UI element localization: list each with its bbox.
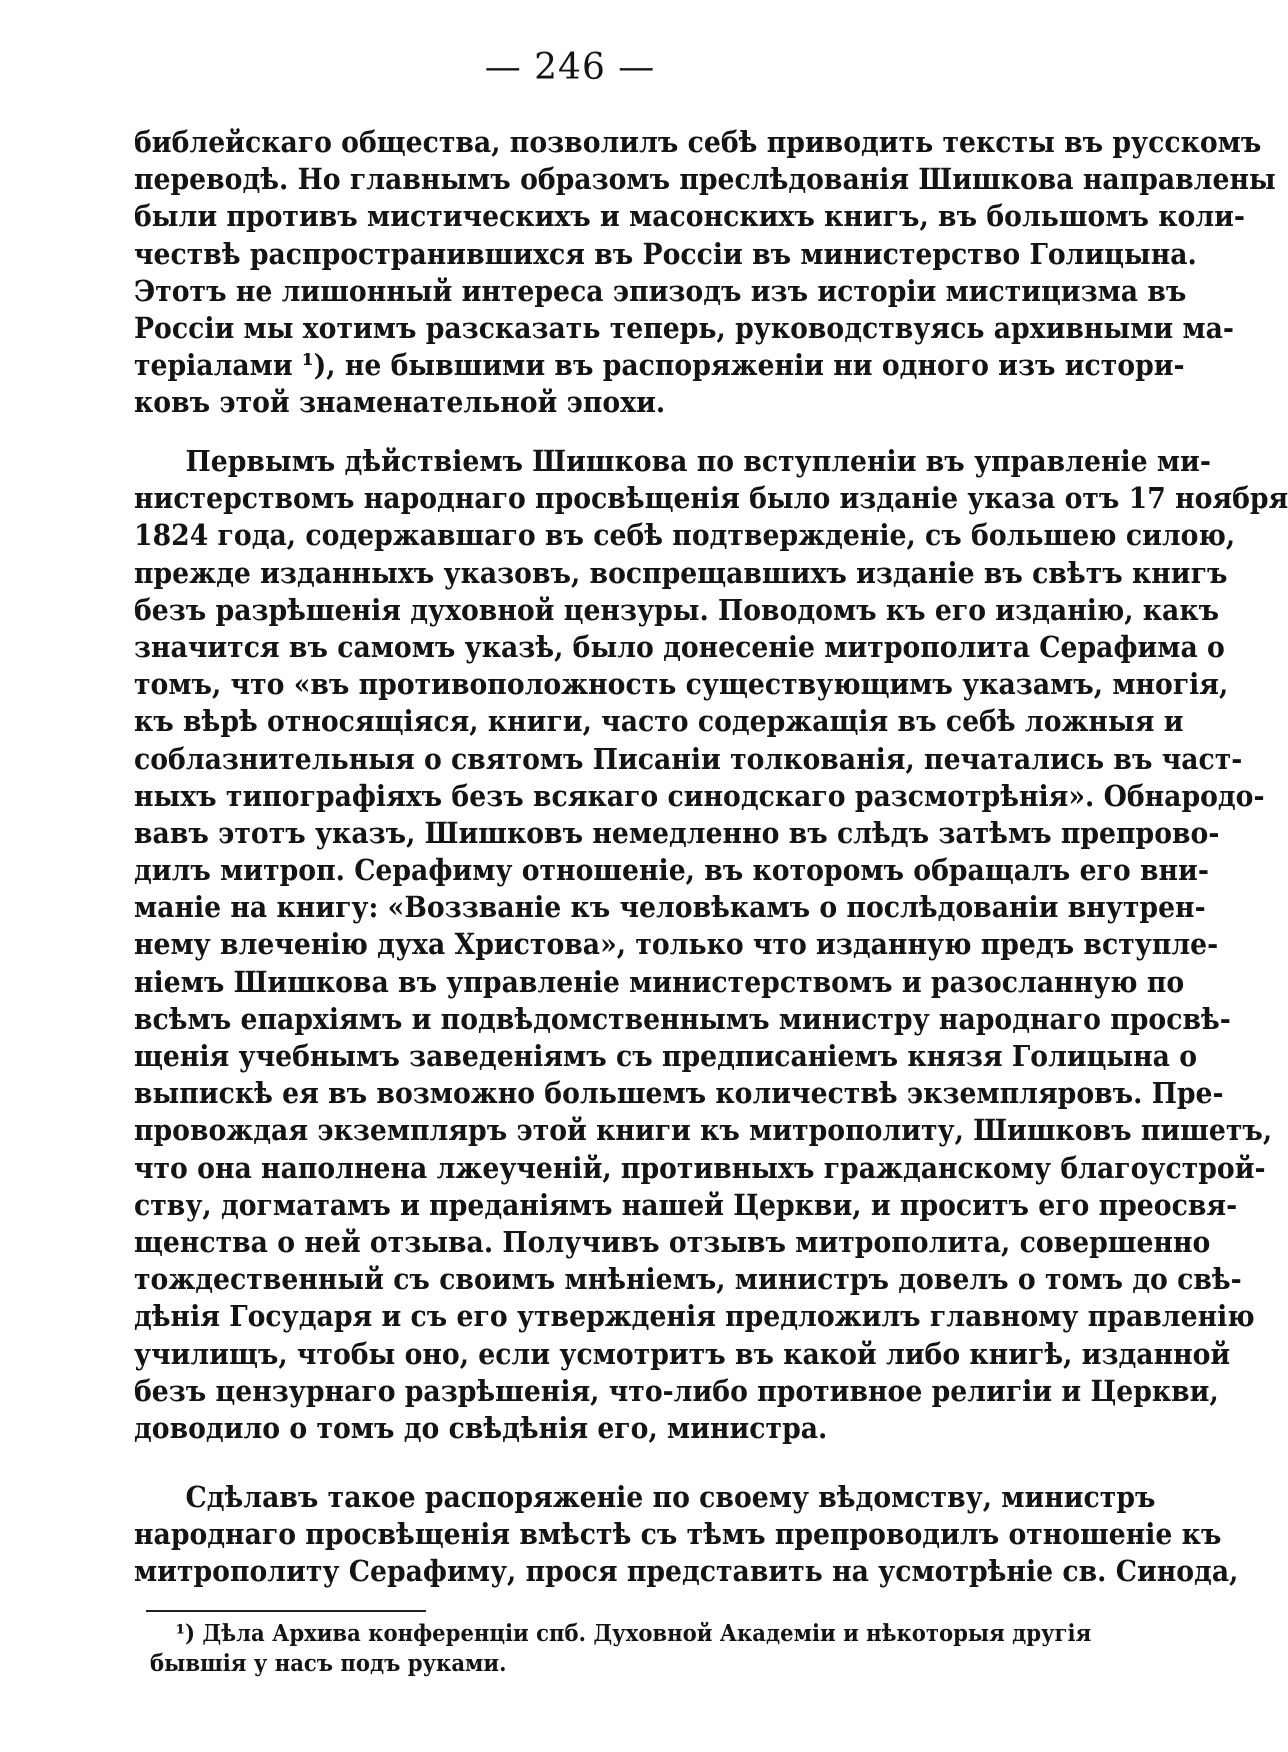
text-line: училищъ, чтобы оно, если усмотритъ въ какой либо книгѣ, изданной [134,1336,1231,1371]
footnote [150,1619,1092,1679]
text-line: безъ цензурнаго разрѣшенія, что-либо противное религіи и Церкви, [134,1373,1219,1408]
text-line: Этотъ не лишонный интереса эпизодъ изъ исторіи мистицизма въ [134,273,1187,308]
footnote-line: бывшія у насъ подъ руками. [150,1650,507,1677]
paragraph-1 [134,124,1276,422]
text-line: вавъ этотъ указъ, Шишковъ немедленно въ слѣдъ затѣмъ препрово- [134,815,1220,850]
text-line: значится въ самомъ указѣ, было донесеніе митрополита Серафима о [134,629,1225,664]
text-line: 1824 года, содержавшаго въ себѣ подтвержденіе, съ большею силою, [134,518,1236,553]
text-line: къ вѣрѣ относящіяся, книги, часто содержащія въ себѣ ложныя и [134,704,1184,739]
text-line: провождая экземпляръ этой книги къ митрополиту, Шишковъ пишетъ, [134,1113,1273,1148]
text-line: чествѣ распространившихся въ Россіи въ министерство Голицына. [134,236,1197,271]
text-line: щенія учебнымъ заведеніямъ съ предписаніемъ князя Голицына о [134,1039,1198,1073]
text-line: дѣнія Государя и съ его утвержденія предложилъ главному правленію [134,1299,1255,1334]
text-line: тождественный съ своимъ мнѣніемъ, министръ довелъ о томъ до свѣ- [134,1262,1242,1297]
text-line: доводило о томъ до свѣдѣнія его, министра. [134,1410,828,1445]
footnote-line: ¹) Дѣла Архива конференціи спб. Духовной Академіи и нѣкоторыя другія [175,1620,1092,1647]
text-line: Первымъ дѣйствіемъ Шишкова по вступленіи въ управленіе ми- [185,444,1211,478]
page-number: — 246 — [484,47,656,88]
text-line: безъ разрѣшенія духовной цензуры. Поводомъ къ его изданію, какъ [134,592,1220,627]
text-line: библейскаго общества, позволилъ себѣ приводить тексты въ русскомъ [134,125,1262,159]
text-line: ныхъ типографіяхъ безъ всякаго синодскаго разсмотрѣнія». Обнародо- [134,778,1265,813]
text-line: маніе на книгу: «Воззваніе къ человѣкамъ о послѣдованіи внутрен- [134,890,1206,925]
text-line: нему влеченію духа Христова», только что изданную предъ вступле- [134,927,1219,962]
text-line: всѣмъ епархіямъ и подвѣдомственнымъ министру народнаго просвѣ- [134,1001,1231,1036]
text-line: томъ, что «въ противоположность существующимъ указамъ, многія, [134,667,1229,702]
text-line: Сдѣлавъ такое распоряженіе по своему вѣдомству, министръ [185,1480,1156,1514]
text-line: выпискѣ ея въ возможно большемъ количествѣ экземпляровъ. Пре- [134,1076,1224,1111]
text-line: нистерствомъ народнаго просвѣщенія было изданіе указа отъ 17 ноября [134,481,1288,516]
text-line: ству, догматамъ и преданіямъ нашей Церкви, и проситъ его преосвя- [134,1187,1238,1222]
text-line: прежде изданныхъ указовъ, воспрещавшихъ изданіе въ свѣтъ книгъ [134,555,1228,590]
footnote-divider [146,1610,426,1612]
text-line: переводѣ. Но главнымъ образомъ преслѣдованія Шишкова направлены [134,162,1276,197]
text-line: народнаго просвѣщенія вмѣстѣ съ тѣмъ препроводилъ отношеніе къ [134,1517,1222,1552]
text-line: теріалами ¹), не бывшими въ распоряженіи ни одного изъ истори- [134,348,1185,383]
text-line: ковъ этой знаменательной эпохи. [134,385,666,420]
text-line: что она наполнена лжеученій, противныхъ гражданскому благоустрой- [134,1150,1266,1185]
text-line: дилъ митроп. Серафиму отношеніе, въ которомъ обращалъ его вни- [134,853,1209,888]
paragraph-2 [134,443,1288,1447]
text-line: щенства о ней отзыва. Получивъ отзывъ митрополита, совершенно [134,1224,1211,1259]
text-line: ніемъ Шишкова въ управленіе министерствомъ и разосланную по [134,964,1185,999]
paragraph-3 [134,1479,1239,1591]
text-line: митрополиту Серафиму, прося представить на усмотрѣніе св. Синода, [134,1554,1239,1589]
text-line: Россіи мы хотимъ разсказать теперь, руководствуясь архивными ма- [134,310,1234,345]
text-line: были противъ мистическихъ и масонскихъ книгъ, въ большомъ коли- [134,199,1246,234]
text-line: соблазнительныя о святомъ Писаніи толкованія, печатались въ част- [134,741,1243,776]
